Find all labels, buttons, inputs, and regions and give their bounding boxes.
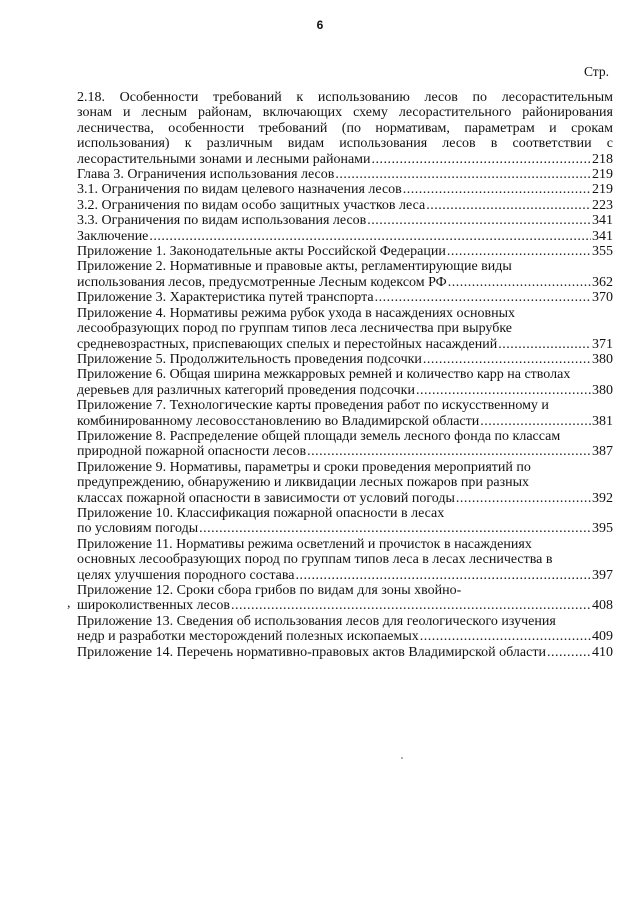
toc-entry-title: Приложение 1. Законодательные акты Российской Федерации bbox=[77, 244, 446, 260]
toc-entry-title: 3.3. Ограничения по видам использования лесов bbox=[77, 213, 367, 229]
toc-entry-last-line bbox=[77, 275, 613, 290]
toc-entry bbox=[77, 213, 613, 228]
toc-entry bbox=[77, 90, 613, 167]
toc-page-number: 341 bbox=[592, 228, 613, 244]
dot-leader bbox=[448, 275, 591, 290]
toc-entry-line: Приложение 4. Нормативы режима рубок ухода в насаждениях основных bbox=[77, 305, 516, 321]
toc-entry-title: целях улучшения породного состава bbox=[77, 567, 295, 583]
toc-entry-line: Приложение 2. Нормативные и правовые акты, регламентирующие виды bbox=[77, 259, 512, 275]
toc-entry-last-line bbox=[77, 213, 613, 228]
dot-leader bbox=[367, 213, 591, 228]
dot-leader bbox=[295, 568, 591, 583]
toc-entry bbox=[77, 583, 613, 614]
dot-leader bbox=[498, 337, 591, 352]
toc-entry-last-line bbox=[77, 290, 613, 305]
toc-page-number: 223 bbox=[592, 197, 613, 213]
toc-entry bbox=[77, 537, 613, 583]
toc-page-number: 341 bbox=[592, 213, 613, 229]
toc-entry-title: деревьев для различных категорий проведения подсочки bbox=[77, 382, 415, 398]
toc-page-number: 392 bbox=[592, 490, 613, 506]
dot-leader bbox=[335, 167, 591, 182]
toc-entry-last-line bbox=[77, 598, 613, 613]
toc-page-number: 219 bbox=[592, 182, 613, 198]
toc-entry-line: зонам и лесным районам, включающих схему лесорастительного районирования bbox=[77, 105, 613, 121]
table-of-contents bbox=[77, 90, 613, 660]
toc-page-number: 370 bbox=[592, 290, 613, 306]
toc-entry-last-line bbox=[77, 444, 613, 459]
toc-entry-title: классах пожарной опасности в зависимости от условий погоды bbox=[77, 490, 455, 506]
dot-leader bbox=[447, 244, 591, 259]
dot-leader bbox=[307, 444, 591, 459]
page-column-header: Стр. bbox=[583, 64, 609, 79]
toc-entry-title: 3.1. Ограничения по видам целевого назначения лесов bbox=[77, 182, 402, 198]
toc-entry-line: Приложение 13. Сведения об использования лесов для геологического изучения bbox=[77, 613, 556, 629]
scan-speck bbox=[401, 757, 403, 759]
toc-entry-line: Приложение 8. Распределение общей площади земель лесного фонда по классам bbox=[77, 428, 561, 444]
page-number: 6 bbox=[316, 18, 324, 32]
toc-page-number: 381 bbox=[592, 413, 613, 429]
dot-leader bbox=[372, 152, 591, 167]
dot-leader bbox=[403, 182, 591, 197]
toc-entry-line: лесничества, особенности требований (по нормативам, параметрам и срокам bbox=[77, 120, 613, 136]
dot-leader bbox=[426, 198, 591, 213]
toc-entry-last-line bbox=[77, 568, 613, 583]
toc-entry bbox=[77, 167, 613, 182]
toc-entry-title: комбинированному лесовосстановлению во Владимирской области bbox=[77, 413, 480, 429]
toc-page-number: 218 bbox=[592, 151, 613, 167]
toc-entry bbox=[77, 460, 613, 506]
toc-entry-last-line bbox=[77, 182, 613, 197]
toc-entry-title: широколиственных лесов bbox=[77, 598, 230, 614]
toc-page-number: 387 bbox=[592, 444, 613, 460]
toc-entry bbox=[77, 198, 613, 213]
toc-entry-last-line bbox=[77, 629, 613, 644]
toc-page-number: 380 bbox=[592, 351, 613, 367]
toc-entry-line: Приложение 11. Нормативы режима осветлений и прочисток в насаждениях bbox=[77, 536, 532, 552]
margin-mark: , bbox=[67, 596, 71, 611]
toc-entry-line: Приложение 9. Нормативы, параметры и сроки проведения мероприятий по bbox=[77, 459, 531, 475]
toc-entry-title: Приложение 3. Характеристика путей транспорта bbox=[77, 290, 374, 306]
toc-entry-last-line bbox=[77, 244, 613, 259]
dot-leader bbox=[199, 521, 591, 536]
toc-entry-line: Приложение 12. Сроки сбора грибов по видам для зоны хвойно- bbox=[77, 583, 462, 598]
toc-entry bbox=[77, 614, 613, 645]
toc-entry bbox=[77, 398, 613, 429]
toc-entry-last-line bbox=[77, 152, 613, 167]
toc-entry-last-line bbox=[77, 383, 613, 398]
toc-page-number: 380 bbox=[592, 382, 613, 398]
toc-entry-title: 3.2. Ограничения по видам особо защитных участков леса bbox=[77, 197, 426, 213]
toc-entry-line: предупреждению, обнаружению и ликвидации лесных пожаров при разных bbox=[77, 475, 530, 491]
toc-entry-line: основных лесообразующих пород по группам типов леса в лесах лесничества в bbox=[77, 552, 553, 568]
toc-page-number: 355 bbox=[592, 244, 613, 260]
dot-leader bbox=[416, 383, 591, 398]
toc-entry-line: лесообразующих пород по группам типов леса лесничества при вырубке bbox=[77, 321, 512, 337]
toc-entry-title: лесорастительными зонами и лесными районами bbox=[77, 151, 371, 167]
toc-page-number: 371 bbox=[592, 336, 613, 352]
dot-leader bbox=[420, 629, 591, 644]
toc-entry-title: Приложение 14. Перечень нормативно-правовых актов Владимирской области bbox=[77, 644, 546, 660]
toc-entry bbox=[77, 367, 613, 398]
toc-entry-last-line bbox=[77, 491, 613, 506]
toc-entry bbox=[77, 229, 613, 244]
dot-leader bbox=[456, 491, 591, 506]
toc-page-number: 409 bbox=[592, 629, 613, 645]
toc-entry bbox=[77, 352, 613, 367]
toc-entry bbox=[77, 259, 613, 290]
toc-entry-title: природной пожарной опасности лесов bbox=[77, 444, 307, 460]
toc-entry bbox=[77, 306, 613, 352]
toc-entry-title: Заключение bbox=[77, 228, 149, 244]
toc-entry-title: недр и разработки месторождений полезных ископаемых bbox=[77, 629, 419, 645]
toc-entry bbox=[77, 182, 613, 197]
toc-entry-last-line bbox=[77, 198, 613, 213]
toc-entry-line: 2.18. Особенности требований к использованию лесов по лесорастительным bbox=[77, 90, 613, 105]
toc-page-number: 395 bbox=[592, 521, 613, 537]
toc-entry-line: Приложение 10. Классификация пожарной опасности в лесах bbox=[77, 505, 445, 521]
dot-leader bbox=[423, 352, 591, 367]
toc-page-number: 362 bbox=[592, 274, 613, 290]
toc-entry-title: Приложение 5. Продолжительность проведения подсочки bbox=[77, 351, 422, 367]
toc-entry-title: средневозрастных, приспевающих спелых и перестойных насаждений bbox=[77, 336, 498, 352]
dot-leader bbox=[547, 645, 591, 660]
toc-entry-last-line bbox=[77, 229, 613, 244]
toc-entry bbox=[77, 244, 613, 259]
toc-entry-last-line bbox=[77, 645, 613, 660]
toc-entry-last-line bbox=[77, 521, 613, 536]
dot-leader bbox=[149, 229, 591, 244]
toc-entry-line: использования) к различным видам использования лесов в соответствии с bbox=[77, 136, 613, 152]
toc-entry-last-line bbox=[77, 337, 613, 352]
toc-entry-last-line bbox=[77, 352, 613, 367]
toc-entry-last-line bbox=[77, 414, 613, 429]
toc-entry bbox=[77, 506, 613, 537]
toc-page-number: 410 bbox=[592, 644, 613, 660]
toc-entry bbox=[77, 429, 613, 460]
dot-leader bbox=[480, 414, 591, 429]
toc-page-number: 219 bbox=[592, 167, 613, 183]
toc-entry-last-line bbox=[77, 167, 613, 182]
toc-page-number: 408 bbox=[592, 598, 613, 614]
toc-entry-line: Приложение 7. Технологические карты проведения работ по искусственному и bbox=[77, 398, 549, 414]
toc-entry-title: по условиям погоды bbox=[77, 521, 199, 537]
dot-leader bbox=[375, 290, 591, 305]
dot-leader bbox=[231, 598, 591, 613]
toc-entry-line: Приложение 6. Общая ширина межкарровых ремней и количество карр на стволах bbox=[77, 367, 571, 383]
toc-entry-title: Глава 3. Ограничения использования лесов bbox=[77, 167, 335, 183]
toc-entry bbox=[77, 645, 613, 660]
toc-entry bbox=[77, 290, 613, 305]
toc-page-number: 397 bbox=[592, 567, 613, 583]
toc-entry-title: использования лесов, предусмотренные Лесным кодексом РФ bbox=[77, 274, 447, 290]
